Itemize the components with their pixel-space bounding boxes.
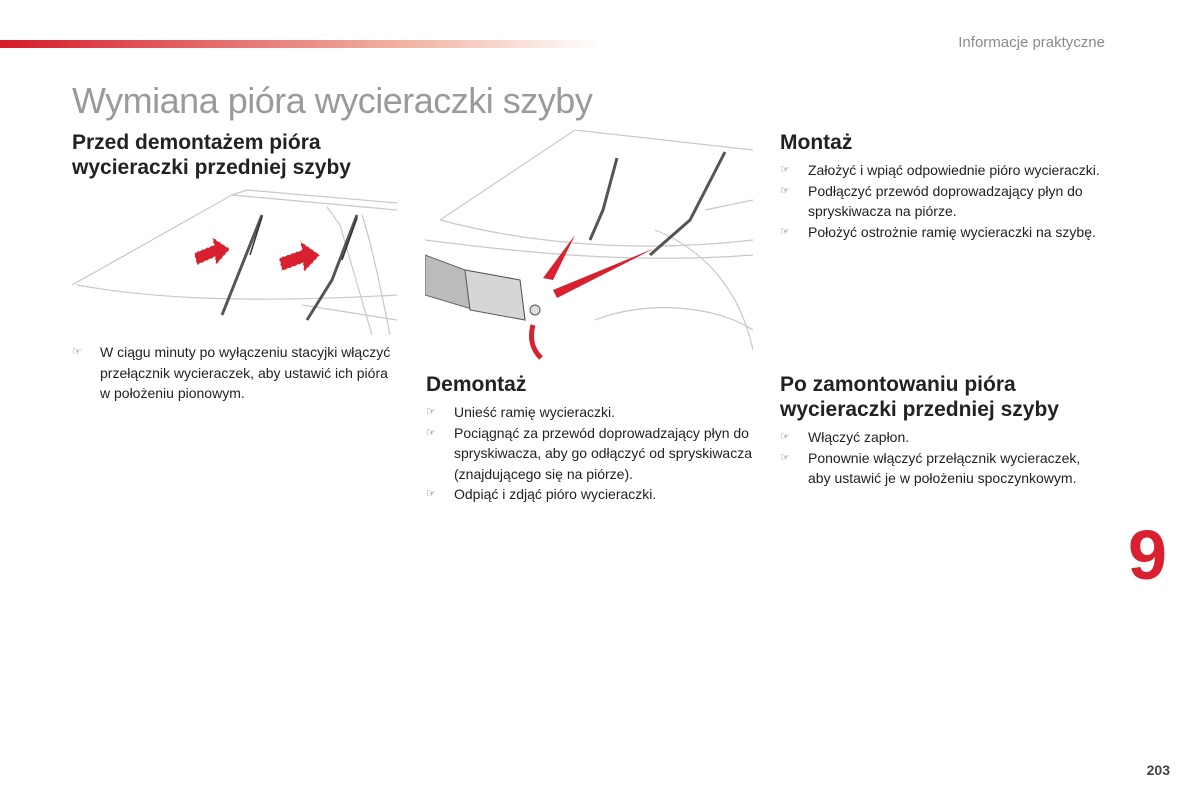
chapter-number: 9 <box>1128 516 1167 594</box>
before-removal-heading: Przed demontażem pióra wycieraczki przedniej szyby <box>72 131 351 179</box>
section-label: Informacje praktyczne <box>958 34 1105 51</box>
installation-list <box>780 160 1100 242</box>
list-item: ☞ Włączyć zapłon. <box>780 427 1100 448</box>
after-installation-list <box>780 427 1100 489</box>
after-installation-heading: Po zamontowaniu pióra wycieraczki przedniej szyby <box>780 373 1059 421</box>
list-item: ☞ Położyć ostrożnie ramię wycieraczki na szybę. <box>780 222 1100 243</box>
pointing-hand-icon: ☞ <box>426 488 436 500</box>
list-item: ☞ Założyć i wpiąć odpowiednie pióro wycieraczki. <box>780 160 1100 181</box>
list-item: ☞ Pociągnąć za przewód doprowadzający płyn do spryskiwacza, aby go odłączyć od spryskiwacza (znajdującego się na piórze). <box>426 424 753 482</box>
list-item: ☞ Ponownie włączyć przełącznik wycieraczek, aby ustawić je w położeniu spoczynkowym. <box>780 449 1081 486</box>
pointing-hand-icon: ☞ <box>780 184 790 197</box>
removal-heading: Demontaż <box>426 373 527 396</box>
arrow-right-icon <box>194 237 320 272</box>
pointing-hand-icon: ☞ <box>780 225 790 238</box>
page-title: Wymiana pióra wycieraczki szyby <box>72 80 593 121</box>
wiper-vertical-illustration <box>72 185 400 335</box>
pointing-hand-icon: ☞ <box>426 426 436 439</box>
pointing-hand-icon: ☞ <box>426 406 436 418</box>
header-accent-bar <box>0 40 600 48</box>
list-item: ☞ W ciągu minuty po wyłączeniu stacyjki włączyć przełącznik wycieraczek, aby ustawić ich pióra w położeniu pionowym. <box>72 344 391 401</box>
pointing-hand-icon: ☞ <box>72 346 82 358</box>
wiper-removal-illustration <box>425 130 753 360</box>
pointing-hand-icon: ☞ <box>780 431 790 443</box>
list-item: ☞ Unieść ramię wycieraczki. <box>426 402 756 423</box>
removal-list <box>426 402 756 505</box>
list-item: ☞ Podłączyć przewód doprowadzający płyn do spryskiwacza na piórze. <box>780 182 1083 219</box>
page-number: 203 <box>1146 762 1170 778</box>
pointing-hand-icon: ☞ <box>780 164 790 176</box>
list-item: ☞ Odpiąć i zdjąć pióro wycieraczki. <box>426 484 756 505</box>
before-removal-list <box>72 342 392 404</box>
installation-heading: Montaż <box>780 131 853 154</box>
pointing-hand-icon: ☞ <box>780 451 790 464</box>
